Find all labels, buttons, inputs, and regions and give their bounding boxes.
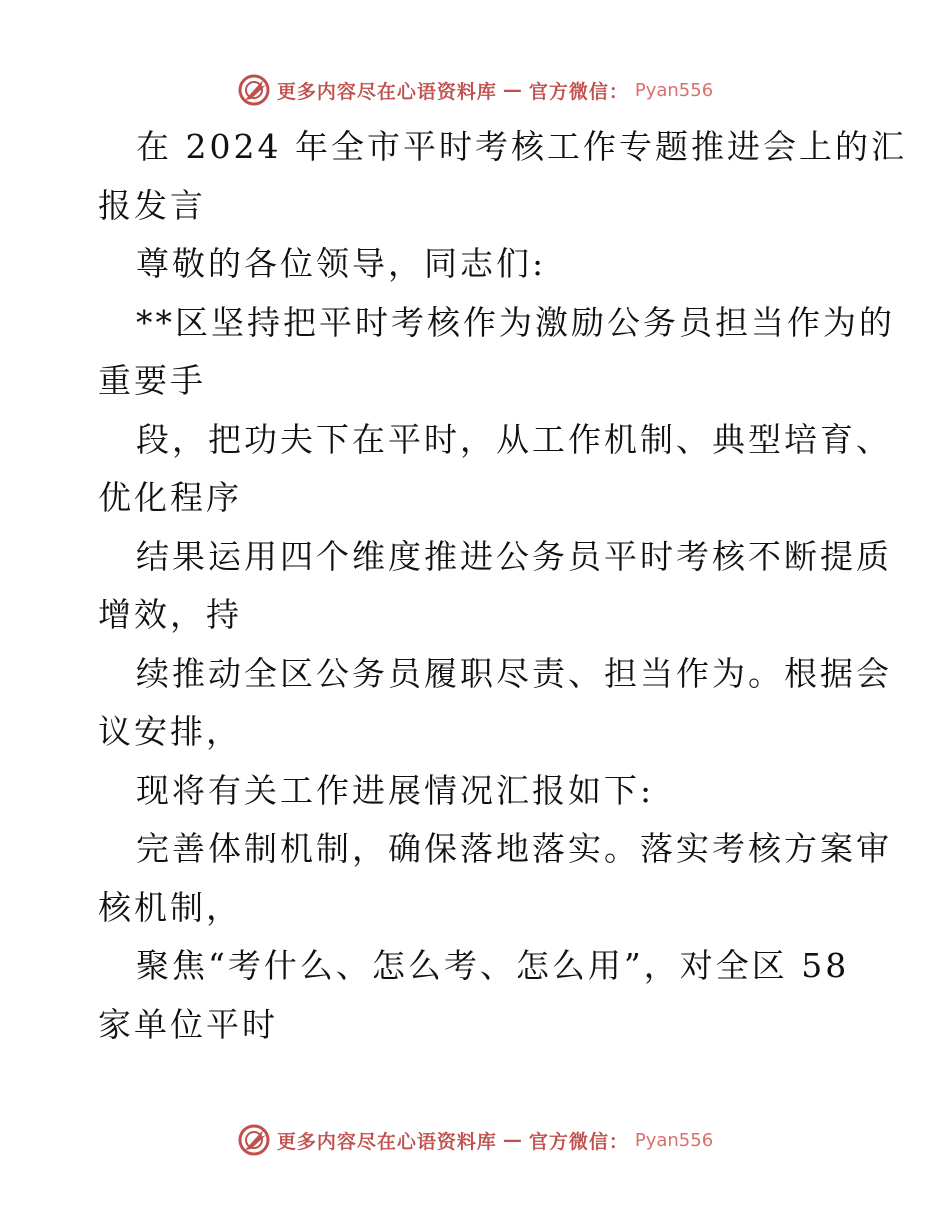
text-line: 增效，持 <box>98 595 242 634</box>
text-line: 现将有关工作进展情况汇报如下: <box>136 770 655 810</box>
text-line: 尊敬的各位领导，同志们: <box>136 244 547 283</box>
watermark-dash: — <box>502 1129 523 1151</box>
quill-logo-icon <box>237 1123 271 1157</box>
text-line: 聚焦“考什么、怎么考、怎么用”，对全区 58 <box>136 946 850 985</box>
watermark-wechat-id: Pyan556 <box>634 1129 714 1151</box>
quill-logo-icon <box>237 73 271 107</box>
watermark-banner-top <box>0 70 950 110</box>
watermark-banner-bottom <box>0 1120 950 1160</box>
watermark-wechat-label: 官方微信： <box>528 80 629 103</box>
watermark-text: 更多内容尽在心语资料库 <box>276 1130 497 1153</box>
text-line: 段，把功夫下在平时，从工作机制、典型培育、 <box>136 419 892 459</box>
text-line: 优化程序 <box>98 478 242 517</box>
text-line: 结果运用四个维度推进公务员平时考核不断提质 <box>136 536 892 576</box>
watermark-wechat-id: Pyan556 <box>634 79 714 101</box>
watermark-dash: — <box>502 79 523 101</box>
text-line: 报发言 <box>98 185 206 225</box>
text-line: 续推动全区公务员履职尽责、担当作为。根据会 <box>136 653 892 693</box>
text-line: 议安排， <box>98 712 242 751</box>
watermark-wechat-label: 官方微信： <box>528 1130 629 1153</box>
text-line: 重要手 <box>98 361 206 400</box>
text-line: 家单位平时 <box>98 1004 278 1044</box>
text-line: 核机制， <box>98 887 242 927</box>
watermark-text: 更多内容尽在心语资料库 <box>276 80 497 103</box>
document-body <box>98 118 907 1054</box>
text-line: 完善体制机制，确保落地落实。落实考核方案审 <box>136 829 892 868</box>
text-line: **区坚持把平时考核作为激励公务员担当作为的 <box>136 302 895 342</box>
text-line: 在 2024 年全市平时考核工作专题推进会上的汇 <box>136 127 907 166</box>
